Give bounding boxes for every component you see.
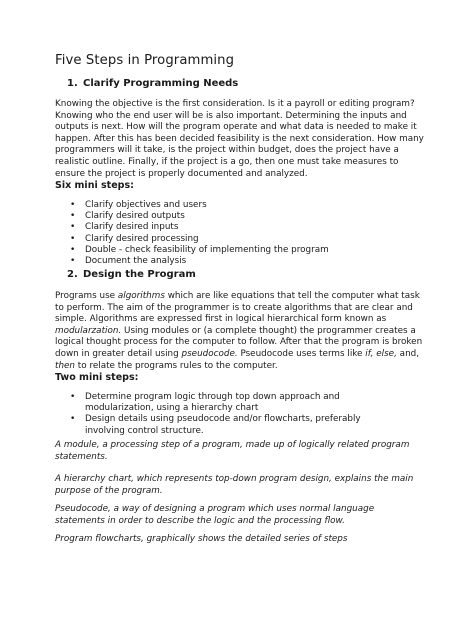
paragraph-text: Using modules or (a complete thought) the programmer creates a logical thought process for the computer to follow. After that the program is broken down in greater detail using [55, 325, 423, 359]
list-item: • Double - check feasibility of implementing the program [55, 245, 329, 256]
section-2-bullet-list [55, 392, 395, 437]
list-item: • Determine program logic through top down approach and modularization, using a hierarchy chart [55, 392, 395, 414]
paragraph-text: Pseudocode uses terms like [237, 348, 366, 359]
list-item: • Document the analysis [55, 256, 329, 267]
definition-flowcharts: Program flowcharts, graphically shows the detailed series of steps [55, 534, 348, 544]
section-1-paragraph: Knowing the objective is the first consideration. Is it a payroll or editing program? Knowing who the end user will be is also important. Determining the inputs and outputs is next. How will the program operate and what data is needed to make it happen. After this has been decided feasibility is the next consideration. How many programmers will it take, is the project within budget, does the project have a realistic outline. Finally, if the project is a go, then one must take measures to ensure the project is properly documented and analyzed. [55, 99, 424, 179]
list-item: • Design details using pseudocode and/or flowcharts, preferably involving control structure. [55, 414, 395, 436]
section-1-number: 1. [67, 78, 78, 89]
list-item: • Clarify desired inputs [55, 222, 329, 233]
section-2-number: 2. [67, 269, 78, 280]
definition-hierarchy-chart: A hierarchy chart, which represents top-down program design, explains the main purpose of the program. [55, 474, 414, 496]
page-title: Five Steps in Programming [55, 53, 235, 68]
term-algorithms: algorithms [117, 291, 165, 301]
section-1-heading [67, 78, 238, 89]
term-modularization: modularzation. [55, 325, 122, 336]
section-1-title: Clarify Programming Needs [83, 78, 239, 89]
section-1-subheading: Six mini steps: [55, 180, 134, 191]
section-2-subheading: Two mini steps: [55, 372, 139, 383]
list-item: • Clarify objectives and users [55, 200, 329, 211]
term-pseudocode: pseudocode. [181, 348, 238, 359]
definition-pseudocode: Pseudocode, a way of designing a program which uses normal language statements in order to describe the logic and the processing flow. [55, 504, 375, 526]
list-item: • Clarify desired outputs [55, 211, 329, 222]
definition-module: A module, a processing step of a program, made up of logically related program statements. [55, 440, 410, 462]
paragraph-text: which are like equations that tell the computer what task to perform. The aim of the programmer is to create algorithms that are clear and simple. Algorithms are expressed first in logical hierarchical form known as [55, 291, 420, 325]
section-1-bullet-list [55, 200, 329, 267]
section-2-paragraph [55, 291, 425, 372]
paragraph-text: to relate the programs rules to the computer. [75, 360, 278, 371]
paragraph-text: and, [396, 348, 420, 359]
list-item: • Clarify desired processing [55, 234, 329, 245]
section-2-title: Design the Program [83, 269, 196, 280]
term-if-else: if, else, [365, 348, 397, 359]
paragraph-text: Programs use [55, 291, 118, 301]
section-2-heading [67, 269, 196, 280]
term-then: then [55, 360, 76, 371]
